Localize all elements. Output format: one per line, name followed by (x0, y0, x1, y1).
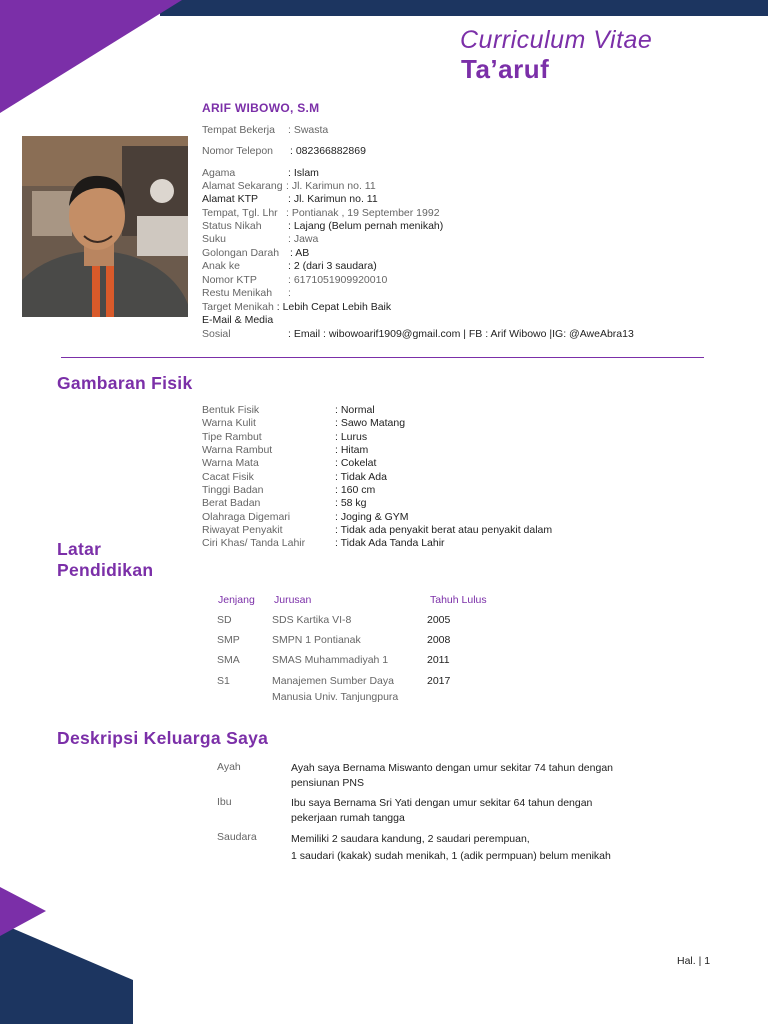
fisik-item: Olahraga Digemari : Joging & GYM (202, 511, 409, 523)
keluarga-desc (291, 831, 611, 865)
fisik-item: Warna Mata : Cokelat (202, 457, 377, 469)
edu-jurusan: SMAS Muhammadiyah 1 (272, 654, 389, 666)
keluarga-desc (291, 796, 592, 826)
col-jurusan: Jurusan (274, 594, 312, 606)
heading-line: Latar (57, 539, 102, 559)
field-golongan-darah: Golongan Darah : AB (202, 247, 310, 259)
field-status-nikah: Status Nikah : Lajang (Belum pernah menikah) (202, 220, 444, 232)
cv-title: Ta’aruf (461, 54, 550, 84)
fisik-item: Ciri Khas/ Tanda Lahir : Tidak Ada Tanda Lahir (202, 537, 445, 549)
field-suku: Suku : Jawa (202, 233, 319, 245)
edu-jenjang: S1 (217, 675, 230, 687)
edu-jurusan: SMPN 1 Pontianak (272, 634, 361, 646)
keluarga-desc (291, 761, 613, 791)
edu-tahun: 2011 (427, 654, 450, 666)
fisik-item: Tinggi Badan : 160 cm (202, 484, 376, 496)
heading-latar-pendidikan (57, 539, 153, 581)
keluarga-line: 1 saudari (kakak) sudah menikah, 1 (adik permpuan) belum menikah (291, 850, 611, 862)
edu-jurusan: SDS Kartika VI-8 (272, 614, 352, 626)
keluarga-label: Ayah (217, 761, 241, 773)
fisik-item: Tipe Rambut : Lurus (202, 431, 368, 443)
field-target-menikah: Target Menikah : Lebih Cepat Lebih Baik (202, 301, 392, 313)
edu-jenjang: SMA (217, 654, 240, 666)
col-jenjang: Jenjang (218, 594, 255, 606)
edu-jenjang: SMP (217, 634, 240, 646)
fisik-item: Bentuk Fisik : Normal (202, 404, 375, 416)
field-alamat-ktp: Alamat KTP : Jl. Karimun no. 11 (202, 193, 378, 205)
field-agama: Agama : Islam (202, 167, 319, 179)
fisik-item: Berat Badan : 58 kg (202, 497, 367, 509)
edu-jurusan: Manajemen Sumber Daya (272, 675, 394, 687)
fisik-item: Warna Rambut : Hitam (202, 444, 369, 456)
cv-subtitle: Curriculum Vitae (460, 26, 653, 54)
page-number: Hal. | 1 (677, 955, 711, 967)
field-tempat-bekerja: Tempat Bekerja : Swasta (202, 124, 329, 136)
field-restu-menikah: Restu Menikah : (202, 287, 291, 299)
heading-line: Pendidikan (57, 560, 154, 580)
keluarga-label: Ibu (217, 796, 232, 808)
footer-decoration (0, 880, 200, 1024)
edu-tahun: 2008 (427, 634, 451, 646)
edu-tahun: 2005 (427, 614, 451, 626)
edu-jenjang: SD (217, 614, 232, 626)
field-anak-ke: Anak ke : 2 (dari 3 saudara) (202, 260, 377, 272)
section-divider (61, 357, 704, 358)
fisik-item: Riwayat Penyakit : Tidak ada penyakit berat atau penyakit dalam (202, 524, 553, 536)
keluarga-line: Ayah saya Bernama Miswanto dengan umur sekitar 74 tahun dengan (291, 762, 614, 774)
edu-tahun: 2017 (427, 675, 451, 687)
keluarga-line: pensiunan PNS (291, 777, 364, 789)
heading-deskripsi-keluarga: Deskripsi Keluarga Saya (57, 728, 269, 748)
keluarga-line: Ibu saya Bernama Sri Yati dengan umur sekitar 64 tahun dengan (291, 797, 593, 809)
field-email-media: E-Mail & Media (202, 314, 274, 326)
keluarga-line: pekerjaan rumah tangga (291, 812, 405, 824)
field-nomor-ktp: Nomor KTP : 6171051909920010 (202, 274, 388, 286)
field-alamat-sekarang: Alamat Sekarang : Jl. Karimun no. 11 (202, 180, 376, 192)
fisik-item: Warna Kulit : Sawo Matang (202, 417, 406, 429)
col-tahun-lulus: Tahuh Lulus (430, 594, 487, 606)
person-name: ARIF WIBOWO, S.M (202, 101, 320, 115)
field-sosial: Sosial : Email : wibowoarif1909@gmail.com | FB : Arif Wibowo |IG: @AweAbra13 (202, 328, 634, 340)
keluarga-label: Saudara (217, 831, 257, 843)
heading-gambaran-fisik: Gambaran Fisik (57, 373, 193, 393)
fisik-item: Cacat Fisik : Tidak Ada (202, 471, 387, 483)
field-nomor-telepon: Nomor Telepon : 082366882869 (202, 145, 366, 157)
field-tempat-tgl-lahir: Tempat, Tgl. Lhr : Pontianak , 19 September 1992 (202, 207, 440, 219)
keluarga-line: Memiliki 2 saudara kandung, 2 saudari perempuan, (291, 833, 530, 845)
header-decoration (0, 0, 768, 120)
edu-jurusan-line2: Manusia Univ. Tanjungpura (272, 691, 399, 703)
profile-photo (22, 136, 188, 317)
